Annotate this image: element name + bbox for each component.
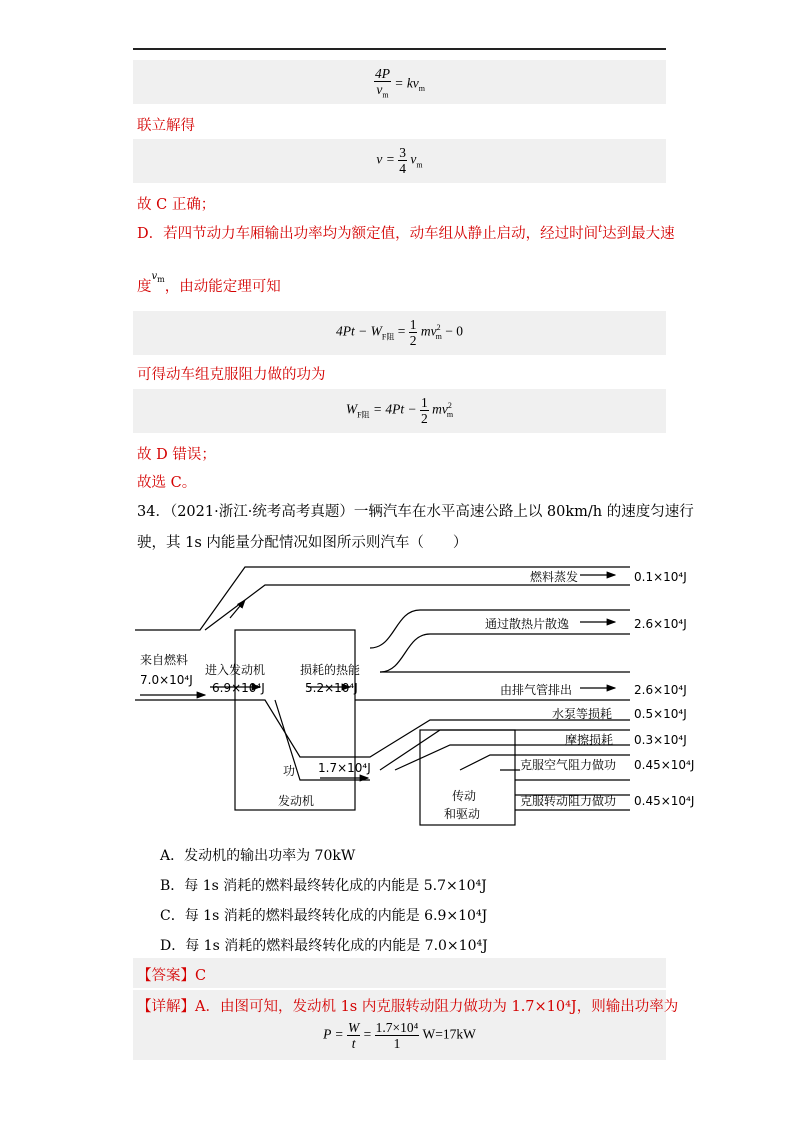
value-engine-in: 6.9×10⁴J: [212, 681, 265, 695]
label-pump: 水泵等损耗: [552, 707, 613, 721]
text-d-wrong: 故 D 错误；: [137, 447, 216, 463]
question-34-line2: 驶，其 1s 内能量分配情况如图所示则汽车（ ）: [137, 535, 468, 551]
question-34-line1: 34．（2021·浙江·统考高考真题）一辆汽车在水平高速公路上以 80km/h 的速度匀速行: [137, 504, 694, 520]
label-fuel-in: 来自燃料: [140, 653, 189, 667]
equation-2: v = $\frac{3}{4}$ $v_m$: [376, 145, 423, 176]
equation-5: P = $\frac{W}{t}$ = $\frac{\text{1.7×10⁴}}{1}$ W=17kW: [323, 1020, 476, 1051]
equation-4: $W_{F阻} = 4Pt$ − $\frac{1}{2}$ $mv^2_m$: [345, 395, 454, 426]
label-exhaust: 由排气管排出: [500, 683, 573, 697]
engine-box: [235, 630, 355, 810]
detail-line: 【详解】A．由图可知，发动机 1s 内克服转动阻力做功为 1.7×10⁴J，则输出功率为: [137, 999, 679, 1015]
label-evaporation: 燃料蒸发: [530, 570, 579, 584]
text-option-d-line1: D．若四节动力车厢输出功率均为额定值，动车组从静止启动，经过时间$^t$达到最大速: [137, 224, 675, 242]
label-drive-1: 传动: [452, 789, 477, 803]
label-engine-in: 进入发动机: [205, 663, 266, 677]
equation-box-3: [133, 311, 666, 355]
answer-line: 【答案】C: [137, 968, 207, 984]
detail-box: [133, 990, 679, 1060]
equation-box-4: [133, 389, 666, 433]
text-c-correct: 故 C 正确；: [137, 197, 216, 213]
value-work: 1.7×10⁴J: [318, 761, 371, 775]
value-evaporation: 0.1×10⁴J: [634, 570, 687, 584]
option-c: C．每 1s 消耗的燃料最终转化成的内能是 6.9×10⁴J: [160, 908, 488, 924]
label-engine: 发动机: [278, 794, 315, 808]
label-heat-loss: 损耗的热能: [300, 663, 361, 677]
equation-3: $4Pt - W_{F阻}$ = $\frac{1}{2}$ $mv^2_m - 0$: [336, 317, 463, 348]
option-a: A．发动机的输出功率为 70kW: [160, 848, 356, 864]
label-air-resistance: 克服空气阻力做功: [520, 758, 617, 772]
equation-box-1: [133, 60, 666, 104]
text-option-d-line2: 度$^{v_m}$，由动能定理可知: [137, 271, 281, 295]
answer-box: [133, 958, 666, 988]
label-rolling-resistance: 克服转动阻力做功: [520, 794, 617, 808]
text-choose-c: 故选 C。: [137, 475, 197, 491]
value-air-resistance: 0.45×10⁴J: [634, 758, 695, 772]
value-radiator: 2.6×10⁴J: [634, 617, 687, 631]
label-radiator: 通过散热片散逸: [485, 617, 570, 631]
value-pump: 0.5×10⁴J: [634, 707, 687, 721]
value-fuel-in: 7.0×10⁴J: [140, 673, 193, 687]
equation-box-2: [133, 139, 666, 183]
text-joint-solve: 联立解得: [137, 118, 195, 134]
energy-flow-diagram: [0, 555, 800, 835]
value-heat-loss: 5.2×10⁴J: [305, 681, 358, 695]
flow-radiator-bottom: [380, 634, 630, 672]
equation-1: $\frac{4P}{v_m}$ = $kv_m$: [374, 66, 426, 100]
label-drive-2: 和驱动: [444, 807, 481, 821]
label-work: 功: [283, 764, 296, 778]
option-d: D．每 1s 消耗的燃料最终转化成的内能是 7.0×10⁴J: [160, 938, 488, 954]
label-friction: 摩擦损耗: [565, 733, 614, 747]
value-rolling-resistance: 0.45×10⁴J: [634, 794, 695, 808]
option-b: B．每 1s 消耗的燃料最终转化成的内能是 5.7×10⁴J: [160, 878, 487, 894]
header-rule: [133, 48, 666, 50]
text-work-done: 可得动车组克服阻力做的功为: [137, 367, 326, 383]
value-friction: 0.3×10⁴J: [634, 733, 687, 747]
value-exhaust: 2.6×10⁴J: [634, 683, 687, 697]
